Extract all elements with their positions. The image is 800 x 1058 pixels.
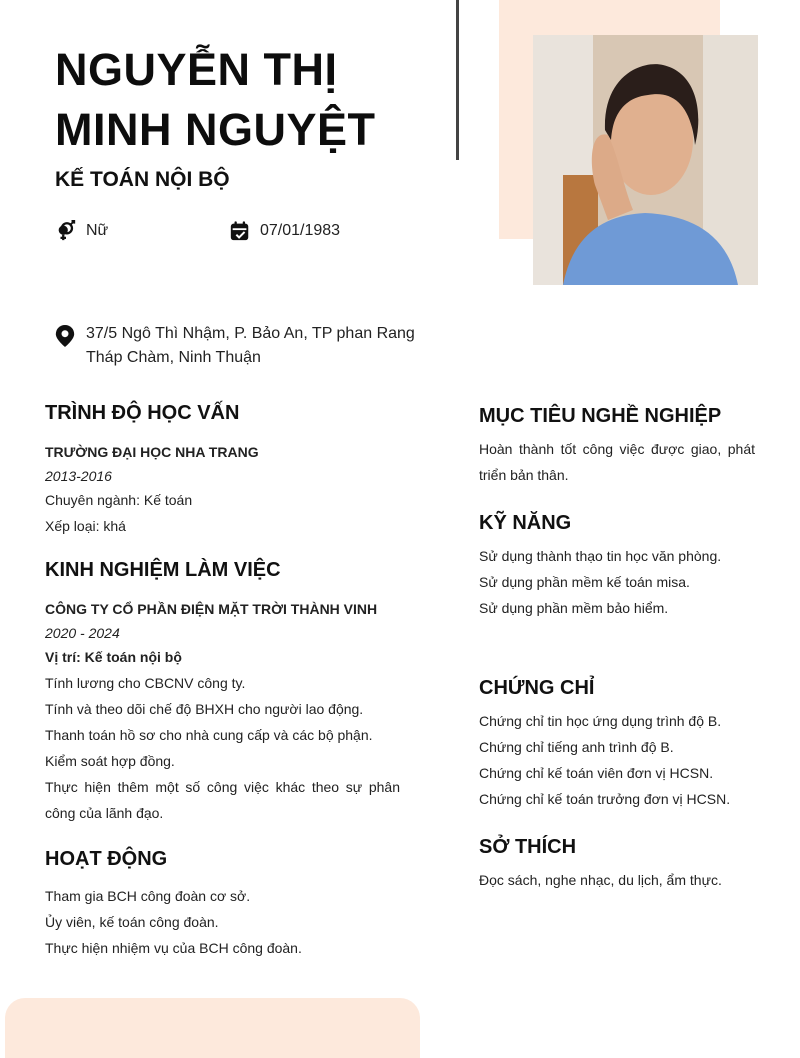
certificate-item: Chứng chỉ kế toán trưởng đơn vị HCSN. <box>479 791 731 807</box>
objective-heading: MỤC TIÊU NGHỀ NGHIỆP <box>479 405 722 427</box>
activity-item: Ủy viên, kế toán công đoàn. <box>45 914 219 930</box>
header-divider <box>456 0 459 160</box>
education-heading: TRÌNH ĐỘ HỌC VẤN <box>45 402 240 424</box>
location-pin-icon <box>54 324 76 348</box>
name-line-2: MINH NGUYỆT <box>55 104 376 155</box>
left-column <box>45 402 400 961</box>
skill-item: Sử dụng thành thạo tin học văn phòng. <box>479 548 722 564</box>
objective-text: Hoàn thành tốt công việc được giao, phát triển bản thân. <box>479 441 755 483</box>
experience-company: CÔNG TY CỔ PHẦN ĐIỆN MẶT TRỜI THÀNH VINH <box>45 601 378 617</box>
education-major: Chuyên ngành: Kế toán <box>45 492 193 508</box>
experience-position: Vị trí: Kế toán nội bộ <box>45 649 182 665</box>
education-years: 2013-2016 <box>45 468 112 484</box>
experience-task: Kiểm soát hợp đồng. <box>45 753 175 769</box>
certificate-item: Chứng chỉ kế toán viên đơn vị HCSN. <box>479 765 714 781</box>
gender-row <box>55 220 108 242</box>
hobbies-text: Đọc sách, nghe nhạc, du lịch, ẩm thực. <box>479 872 722 888</box>
experience-task: Thực hiện thêm một số công việc khác theo sự phân công của lãnh đạo. <box>45 779 400 821</box>
right-column <box>479 405 755 893</box>
experience-task: Tính lương cho CBCNV công ty. <box>45 675 246 691</box>
certificate-item: Chứng chỉ tiếng anh trình độ B. <box>479 739 674 755</box>
education-school: TRƯỜNG ĐẠI HỌC NHA TRANG <box>45 444 259 460</box>
gender-icon <box>55 220 77 242</box>
skills-heading: KỸ NĂNG <box>479 512 572 534</box>
footer-decoration <box>5 998 420 1058</box>
skill-item: Sử dụng phần mềm kế toán misa. <box>479 574 690 590</box>
birthdate-value: 07/01/1983 <box>260 222 341 239</box>
profile-photo <box>533 35 758 285</box>
experience-years: 2020 - 2024 <box>45 625 120 641</box>
activities-heading: HOẠT ĐỘNG <box>45 848 168 870</box>
birthdate-row <box>229 220 340 242</box>
activity-item: Thực hiện nhiệm vụ của BCH công đoàn. <box>45 940 302 956</box>
hobbies-heading: SỞ THÍCH <box>479 836 577 858</box>
gender-value: Nữ <box>86 222 109 239</box>
experience-task: Tính và theo dõi chế độ BHXH cho người lao động. <box>45 701 364 717</box>
calendar-icon <box>229 220 251 242</box>
name-line-1: NGUYỄN THỊ <box>55 44 338 95</box>
education-rank: Xếp loại: khá <box>45 518 126 534</box>
job-title: KẾ TOÁN NỘI BỘ <box>55 168 230 191</box>
certificate-item: Chứng chỉ tin học ứng dụng trình độ B. <box>479 713 722 729</box>
experience-task: Thanh toán hồ sơ cho nhà cung cấp và các bộ phận. <box>45 727 373 743</box>
certificates-heading: CHỨNG CHỈ <box>479 677 595 699</box>
activity-item: Tham gia BCH công đoàn cơ sở. <box>45 888 251 904</box>
experience-heading: KINH NGHIỆM LÀM VIỆC <box>45 559 281 581</box>
address-row <box>54 322 424 370</box>
address-value: 37/5 Ngô Thì Nhậm, P. Bảo An, TP phan Rang Tháp Chàm, Ninh Thuận <box>86 325 415 366</box>
candidate-name <box>55 40 376 160</box>
skill-item: Sử dụng phần mềm bảo hiểm. <box>479 600 669 616</box>
